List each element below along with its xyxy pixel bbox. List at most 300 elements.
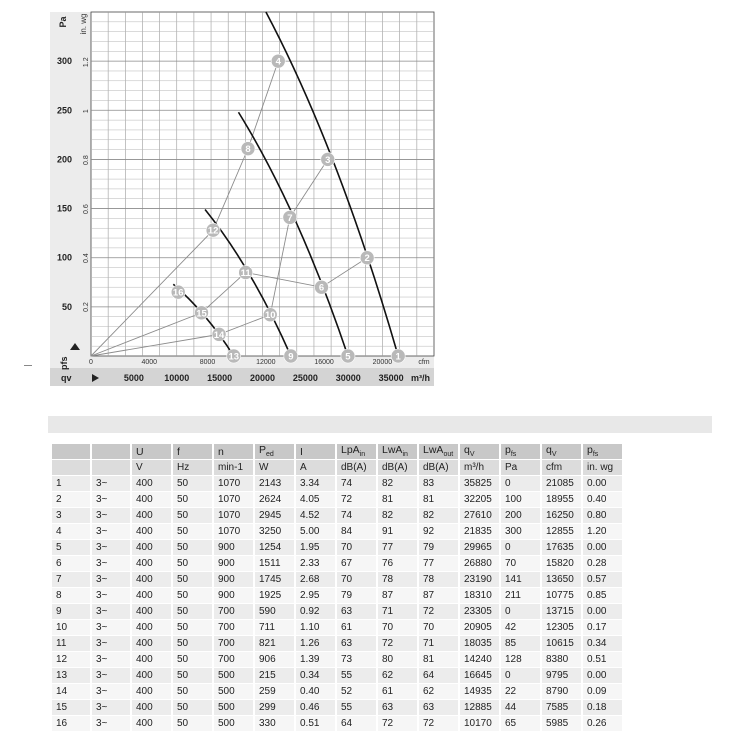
table-row [52,572,622,587]
table-cell: 82 [378,476,417,491]
table-cell: 2624 [255,492,294,507]
column-header [337,444,376,459]
column-symbol: q [464,444,470,457]
x-tick-label-m3h: 10000 [164,373,190,383]
table-cell: 2.68 [296,572,335,587]
table-cell: 0.34 [583,636,622,651]
x-tick-label-m3h: 20000 [249,373,276,383]
table-cell: 400 [132,668,171,683]
x-unit-m3h: m³/h [411,373,430,383]
operating-point-label: 4 [275,56,281,68]
table-cell: 9 [52,604,90,619]
margin-tick [24,365,32,366]
table-cell: 0.00 [583,604,622,619]
table-cell: 2.33 [296,556,335,571]
table-cell: 500 [214,716,253,731]
table-cell: 74 [337,476,376,491]
operating-point-label: 5 [345,351,351,363]
table-cell: 400 [132,588,171,603]
table-cell: 50 [173,524,212,539]
table-cell: 10 [52,620,90,635]
table-cell: 18310 [460,588,499,603]
table-cell: 81 [419,492,458,507]
column-unit: dB(A) [337,460,376,475]
table-cell: 70 [378,620,417,635]
x-tick-label-m3h: 35000 [378,373,404,383]
column-unit: in. wg [583,460,622,475]
column-symbol: q [546,444,552,457]
table-cell: 7 [52,572,90,587]
y-tick-label-inwg: 0.2 [83,302,90,312]
table-cell: 0.09 [583,684,622,699]
table-cell: 17635 [542,540,581,555]
table-cell: 259 [255,684,294,699]
column-header [296,444,335,459]
table-cell: 14240 [460,652,499,667]
table-cell: 16 [52,716,90,731]
table-cell: 61 [378,684,417,699]
header-row-symbols [52,444,622,459]
section-band [48,416,712,433]
table-cell: 3~ [92,716,130,731]
table-cell: 50 [173,508,212,523]
table-cell: 400 [132,716,171,731]
table-cell: 0.46 [296,700,335,715]
table-cell: 400 [132,636,171,651]
table-cell: 50 [173,492,212,507]
column-symbol: I [300,445,303,458]
table-cell: 1070 [214,492,253,507]
column-subscript: ed [266,451,274,459]
table-cell: 27610 [460,508,499,523]
x-tick-label-m3h: 5000 [123,373,144,383]
table-cell: 0.00 [583,540,622,555]
table-body [52,476,622,731]
table-cell: 70 [337,540,376,555]
table-cell: 3~ [92,620,130,635]
table-cell: 3~ [92,556,130,571]
table-cell: 42 [501,620,540,635]
table-cell: 50 [173,668,212,683]
table-cell: 0.34 [296,668,335,683]
column-symbol: n [218,445,224,458]
column-unit [92,460,130,475]
table-cell: 91 [378,524,417,539]
column-header [255,444,294,459]
table-cell: 4.52 [296,508,335,523]
table-row [52,604,622,619]
table-cell: 400 [132,604,171,619]
table-cell: 50 [173,700,212,715]
table-cell: 3~ [92,604,130,619]
table-cell: 1070 [214,524,253,539]
table-cell: 100 [501,492,540,507]
operating-point-label: 1 [395,351,401,363]
table-cell: 70 [337,572,376,587]
column-unit: dB(A) [378,460,417,475]
operating-point-label: 15 [196,308,207,320]
table-cell: 76 [378,556,417,571]
table-cell: 900 [214,572,253,587]
table-row [52,620,622,635]
table-cell: 70 [501,556,540,571]
x-tick-label-cfm: 4000 [141,359,158,366]
table-cell: 52 [337,684,376,699]
table-cell: 700 [214,620,253,635]
column-unit: dB(A) [419,460,458,475]
table-cell: 50 [173,540,212,555]
table-row [52,476,622,491]
table-cell: 3~ [92,524,130,539]
table-row [52,636,622,651]
table-cell: 14 [52,684,90,699]
table-cell: 2945 [255,508,294,523]
table-cell: 71 [419,636,458,651]
table-cell: 83 [419,476,458,491]
table-cell: 211 [501,588,540,603]
table-cell: 590 [255,604,294,619]
table-cell: 1925 [255,588,294,603]
table-cell: 0.00 [583,476,622,491]
y-tick-label-inwg: 0.6 [83,204,90,214]
table-cell: 906 [255,652,294,667]
table-cell: 50 [173,684,212,699]
table-cell: 72 [419,716,458,731]
table-cell: 32205 [460,492,499,507]
table-cell: 3~ [92,588,130,603]
column-subscript: fs [592,451,599,459]
header-row-units [52,460,622,475]
column-unit: Hz [173,460,212,475]
table-cell: 23190 [460,572,499,587]
table-cell: 18035 [460,636,499,651]
table-cell: 1.10 [296,620,335,635]
table-cell: 15820 [542,556,581,571]
column-header [52,444,90,459]
column-unit: min-1 [214,460,253,475]
column-subscript: in [402,451,408,459]
table-cell: 50 [173,476,212,491]
table-cell: 3~ [92,684,130,699]
table-cell: 700 [214,636,253,651]
table-cell: 3 [52,508,90,523]
table-cell: 0 [501,604,540,619]
column-unit: m³/h [460,460,499,475]
x-tick-label-cfm: 16000 [314,359,334,366]
column-unit: Pa [501,460,540,475]
column-header [460,444,499,459]
x-tick-label-m3h: 30000 [335,373,361,383]
table-cell: 0.28 [583,556,622,571]
table-cell: 1745 [255,572,294,587]
column-subscript: V [551,451,557,459]
y-tick-label-pa: 250 [56,105,72,116]
cropped-footnote [48,745,608,751]
table-cell: 50 [173,556,212,571]
table-cell: 1511 [255,556,294,571]
table-cell: 500 [214,684,253,699]
operating-point-label: 6 [318,282,325,294]
table-cell: 63 [337,636,376,651]
table-cell: 3.34 [296,476,335,491]
column-unit: V [132,460,171,475]
table-cell: 26880 [460,556,499,571]
table-row [52,668,622,683]
table-cell: 5 [52,540,90,555]
table-cell: 16250 [542,508,581,523]
table-cell: 4 [52,524,90,539]
table-cell: 20905 [460,620,499,635]
table-row [52,716,622,731]
table-cell: 400 [132,524,171,539]
column-symbol: U [136,445,144,458]
column-symbol: P [259,444,267,457]
table-cell: 0.80 [583,508,622,523]
table-cell: 81 [419,652,458,667]
table-cell: 55 [337,700,376,715]
y-unit-pa: Pa [58,16,68,28]
table-cell: 61 [337,620,376,635]
table-cell: 72 [419,604,458,619]
column-symbol: p [587,444,593,457]
table-cell: 6 [52,556,90,571]
table-cell: 3~ [92,652,130,667]
table-cell: 3~ [92,636,130,651]
table-cell: 0.57 [583,572,622,587]
column-header [542,444,581,459]
table-cell: 141 [501,572,540,587]
table-cell: 77 [378,540,417,555]
x-tick-label-cfm: 8000 [199,359,216,366]
table-cell: 0 [501,540,540,555]
table-cell: 1 [52,476,90,491]
y-axis-symbol: pfs [59,356,69,370]
table-cell: 82 [419,508,458,523]
x-axis-band [50,368,434,386]
table-cell: 3~ [92,540,130,555]
table-cell: 12305 [542,620,581,635]
table-cell: 400 [132,684,171,699]
y-tick-label-inwg: 0.8 [83,155,90,166]
table-cell: 14935 [460,684,499,699]
table-cell: 215 [255,668,294,683]
table-cell: 9795 [542,668,581,683]
table-cell: 8380 [542,652,581,667]
table-cell: 13715 [542,604,581,619]
table-cell: 400 [132,556,171,571]
table-cell: 64 [419,668,458,683]
column-symbol: f [177,445,180,458]
table-cell: 0.40 [296,684,335,699]
table-row [52,588,622,603]
table-cell: 400 [132,700,171,715]
performance-table [50,443,624,732]
table-cell: 12885 [460,700,499,715]
y-tick-label-inwg: 1.2 [83,57,90,68]
table-cell: 71 [378,604,417,619]
table-cell: 1.39 [296,652,335,667]
table-row [52,524,622,539]
table-cell: 400 [132,620,171,635]
table-row [52,492,622,507]
column-unit [52,460,90,475]
table-cell: 62 [378,668,417,683]
table-cell: 55 [337,668,376,683]
y-tick-label-inwg: 1 [83,109,90,114]
table-cell: 3~ [92,572,130,587]
table-cell: 12 [52,652,90,667]
table-cell: 10615 [542,636,581,651]
table-cell: 3~ [92,700,130,715]
column-header [173,444,212,459]
column-subscript: fs [510,451,517,459]
table-cell: 13 [52,668,90,683]
table-cell: 50 [173,620,212,635]
table-cell: 821 [255,636,294,651]
table-cell: 63 [378,700,417,715]
table-cell: 1.20 [583,524,622,539]
table-cell: 0.92 [296,604,335,619]
table-cell: 50 [173,716,212,731]
column-subscript: out [443,451,454,459]
table-cell: 81 [378,492,417,507]
table-cell: 400 [132,508,171,523]
table-cell: 7585 [542,700,581,715]
table-cell: 0.17 [583,620,622,635]
table-cell: 87 [378,588,417,603]
table-cell: 900 [214,588,253,603]
table-cell: 18955 [542,492,581,507]
operating-point-label: 10 [264,310,276,322]
table-cell: 12855 [542,524,581,539]
table-cell: 0.51 [583,652,622,667]
column-symbol: LpA [341,444,360,457]
column-symbol: LwA [423,444,444,457]
table-cell: 64 [337,716,376,731]
table-row [52,540,622,555]
x-tick-label-cfm: 0 [89,359,93,366]
column-header [583,444,622,459]
table-cell: 711 [255,620,294,635]
table-cell: 700 [214,604,253,619]
table-cell: 3~ [92,508,130,523]
table-cell: 50 [173,572,212,587]
table-cell: 35825 [460,476,499,491]
table-cell: 1.26 [296,636,335,651]
operating-point-label: 3 [325,154,331,166]
x-tick-label-cfm: 20000 [372,359,393,366]
column-subscript: in [359,451,366,459]
y-unit-inwg: in. wg [79,13,88,35]
table-cell: 4.05 [296,492,335,507]
table-cell: 62 [419,684,458,699]
table-cell: 400 [132,652,171,667]
operating-point-label: 11 [240,267,251,279]
operating-point-label: 2 [364,253,370,265]
table-cell: 67 [337,556,376,571]
table-cell: 299 [255,700,294,715]
table-cell: 900 [214,540,253,555]
table-cell: 400 [132,572,171,587]
table-cell: 1070 [214,476,253,491]
column-unit: W [255,460,294,475]
table-cell: 63 [419,700,458,715]
table-cell: 92 [419,524,458,539]
table-cell: 10170 [460,716,499,731]
x-unit-cfm: cfm [418,359,430,366]
column-header [378,444,417,459]
table-cell: 0.26 [583,716,622,731]
table-cell: 74 [337,508,376,523]
table-cell: 2.95 [296,588,335,603]
table-cell: 8790 [542,684,581,699]
table-cell: 400 [132,492,171,507]
column-header [419,444,458,459]
table-cell: 700 [214,652,253,667]
table-cell: 3~ [92,492,130,507]
table-cell: 5985 [542,716,581,731]
table-cell: 21085 [542,476,581,491]
table-cell: 1.95 [296,540,335,555]
table-cell: 50 [173,588,212,603]
table-cell: 1254 [255,540,294,555]
table-cell: 15 [52,700,90,715]
table-cell: 79 [419,540,458,555]
column-header [92,444,130,459]
column-header [501,444,540,459]
table-cell: 50 [173,604,212,619]
x-tick-label-m3h: 25000 [292,373,318,383]
y-tick-label-pa: 300 [56,56,72,67]
y-tick-label-pa: 100 [56,252,72,263]
table-cell: 3250 [255,524,294,539]
table-cell: 16645 [460,668,499,683]
table-cell: 8 [52,588,90,603]
x-tick-label-m3h: 15000 [207,373,233,383]
table-cell: 29965 [460,540,499,555]
table-cell: 0.40 [583,492,622,507]
table-cell: 0.18 [583,700,622,715]
x-axis-symbol: qv [61,373,72,383]
table-cell: 2 [52,492,90,507]
operating-point-label: 8 [245,144,251,156]
operating-point-label: 13 [228,351,240,363]
table-cell: 65 [501,716,540,731]
table-row [52,556,622,571]
table-cell: 330 [255,716,294,731]
table-cell: 44 [501,700,540,715]
table-cell: 72 [378,636,417,651]
table-cell: 70 [419,620,458,635]
x-tick-label-cfm: 12000 [256,359,276,366]
table-cell: 900 [214,556,253,571]
table-cell: 0.00 [583,668,622,683]
table-row [52,508,622,523]
table-cell: 200 [501,508,540,523]
column-header [214,444,253,459]
table-cell: 128 [501,652,540,667]
table-cell: 50 [173,636,212,651]
operating-point-label: 12 [207,225,219,237]
table-cell: 85 [501,636,540,651]
table-cell: 63 [337,604,376,619]
table-cell: 23305 [460,604,499,619]
table-cell: 72 [378,716,417,731]
table-cell: 5.00 [296,524,335,539]
y-tick-label-pa: 150 [56,203,72,214]
table-cell: 87 [419,588,458,603]
table-cell: 73 [337,652,376,667]
